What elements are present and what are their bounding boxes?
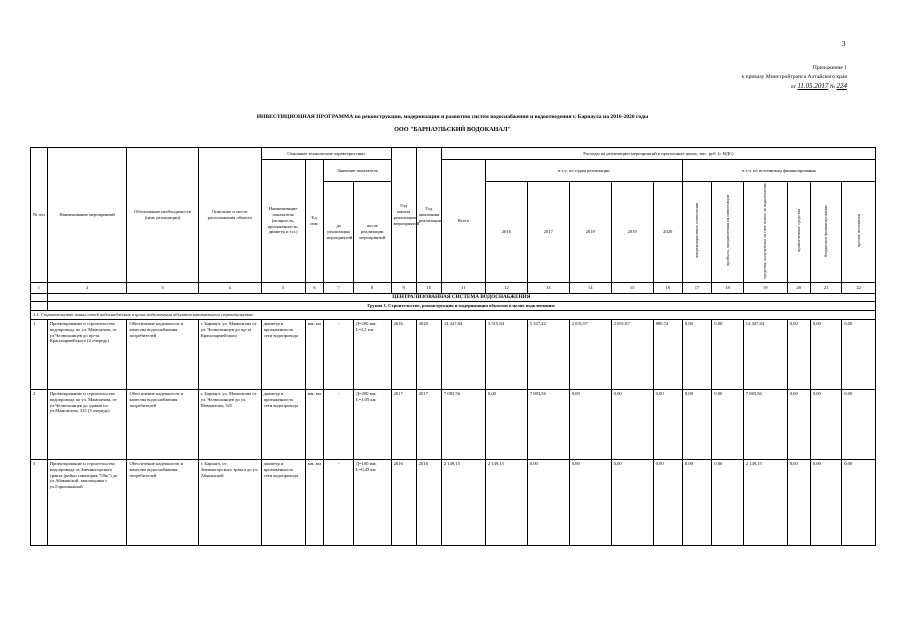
cell-2016: 0,00 — [485, 389, 527, 459]
col-number: 11 — [441, 282, 485, 293]
cell-num: 1 — [31, 319, 48, 389]
cell-reason: Обеспечение надежности и качества водоснабжения потребителей — [127, 459, 198, 545]
col-number: 15 — [611, 282, 653, 293]
document-title: ИНВЕСТИЦИОННАЯ ПРОГРАММА по реконструкции, модернизации и развитию систем водоснабжения и водоотведения г. Барнаула на 2016-2020 годы — [256, 114, 649, 120]
appendix-block — [741, 64, 847, 92]
subgroup-row — [31, 311, 876, 320]
col-number: 10 — [416, 282, 441, 293]
cell-place: г. Барнаул, ул. Мамонтова от ул. Челюскинцев до пр-та Красноармейского — [198, 319, 261, 389]
cell-source-3: 14 447,84 — [743, 319, 787, 389]
col-number: 21 — [810, 282, 841, 293]
cell-2017: 5 327,42 — [527, 319, 569, 389]
cell-source-2: 0,00 — [712, 319, 743, 389]
cell-after: Д=100 мм, L=0,43 км — [353, 459, 391, 545]
header-indicator-name: Наименование показателя (мощность, протяженность, диаметр и т.п.) — [261, 160, 305, 283]
cell-indicator: диаметр и протяженность сети водопровода — [261, 389, 305, 459]
col-number: 17 — [682, 282, 711, 293]
header-year-2016: 2016 — [485, 182, 527, 283]
cell-before: - — [324, 319, 353, 389]
header-expenses: Расходы на реализацию мероприятий в прогнозных ценах, тыс. руб. (с НДС) — [441, 148, 875, 160]
table-body — [31, 282, 876, 545]
cell-2018: 0,00 — [569, 389, 611, 459]
cell-2018: 2 031,97 — [569, 319, 611, 389]
col-number: 13 — [527, 282, 569, 293]
cell-2019: 0,00 — [611, 389, 653, 459]
cell-2020: 880,74 — [653, 319, 682, 389]
header-source-attracted: привлеченные средства — [787, 182, 810, 283]
cell-2018: 0,00 — [569, 459, 611, 545]
header-by-years: в т.ч. по годам реализации — [485, 160, 682, 182]
header-name: Наименование мероприятий — [47, 148, 127, 283]
cell-num: 3 — [31, 459, 48, 545]
header-year-2020: 2020 — [653, 182, 682, 283]
cell-name: Проектирование и строительство водопровода от Змеиногорского тракта (район санатория "Обь") до ул.Абаканской, закольцовка с ул.Горнолыжной — [47, 459, 127, 545]
cell-after: Д=200 мм, L=2,1 км — [353, 319, 391, 389]
cell-total: 14 447,84 — [441, 319, 485, 389]
col-number: 14 — [569, 282, 611, 293]
header-source-budget: бюджетное финансирование — [810, 182, 841, 283]
cell-total: 7 083,56 — [441, 389, 485, 459]
cell-source-6: 0,00 — [842, 389, 876, 459]
cell-unit: мм, км — [305, 319, 324, 389]
cell-2020: 0,00 — [653, 459, 682, 545]
cell-unit: мм, км — [305, 389, 324, 459]
cell-num: 2 — [31, 389, 48, 459]
subgroup-title: 1.1. Строительство новых сетей водоснабжения в целях подключения объектов капитального строительства: — [31, 311, 876, 320]
section-row — [31, 293, 876, 302]
cell-year-end: 2017 — [416, 389, 441, 459]
col-number: 6 — [305, 282, 324, 293]
cell-2017: 7 083,56 — [527, 389, 569, 459]
cell-year-start: 2016 — [391, 459, 416, 545]
cell-unit: мм, км — [305, 459, 324, 545]
cell-source-5: 0,00 — [810, 389, 841, 459]
cell-before: - — [324, 459, 353, 545]
cell-name: Проектирование и строительство водопровода по ул. Мамонтова, от ул.Челюскинцев до пр-та Красноармейского (2 очередь) — [47, 319, 127, 389]
header-year-2017: 2017 — [527, 182, 569, 283]
header-main-chars: Основные технические характеристики — [261, 148, 391, 160]
cell-indicator: диаметр и протяженность сети водопровода — [261, 319, 305, 389]
header-after: после реализации мероприятий — [353, 182, 391, 283]
appendix-label: Приложение 1 — [812, 65, 847, 71]
table-row — [31, 389, 876, 459]
cell-year-start: 2017 — [391, 389, 416, 459]
col-number: 4 — [198, 282, 261, 293]
header-by-sources: в т.ч. по источникам финансирования — [682, 160, 875, 182]
header-source-connection-fee: средства, полученные за счет платы за подключение — [743, 182, 787, 283]
cell-source-5: 0,00 — [810, 319, 841, 389]
col-number: 8 — [353, 282, 391, 293]
col-number: 9 — [391, 282, 416, 293]
cell-source-2: 0,00 — [712, 389, 743, 459]
col-number: 1 — [31, 282, 48, 293]
cell-reason: Обеспечение надежности и качества водоснабжения потребителей — [127, 389, 198, 459]
cell-year-end: 2020 — [416, 319, 441, 389]
table-row — [31, 319, 876, 389]
investment-table — [30, 147, 876, 546]
appendix-date-line — [741, 82, 847, 92]
col-number: 2 — [47, 282, 127, 293]
col-number: 20 — [787, 282, 810, 293]
col-number: 5 — [261, 282, 305, 293]
col-number: 19 — [743, 282, 787, 293]
cell-reason: Обеспечение надежности и качества водоснабжения потребителей — [127, 319, 198, 389]
column-numbers-row — [31, 282, 876, 293]
header-location: Описание и место расположения объекта — [198, 148, 261, 283]
cell-2019: 2 691,87 — [611, 319, 653, 389]
cell-source-2: 0,00 — [712, 459, 743, 545]
appendix-from: от — [790, 84, 796, 90]
cell-source-6: 0,00 — [842, 319, 876, 389]
col-number: 7 — [324, 282, 353, 293]
cell-year-start: 2016 — [391, 319, 416, 389]
appendix-number: 224 — [836, 82, 847, 90]
header-total: Всего — [441, 160, 485, 283]
page-number: 3 — [842, 40, 846, 48]
col-number: 18 — [712, 282, 743, 293]
header-source-depreciation: амортизационные отчисления — [682, 182, 711, 283]
cell-place: г. Барнаул, от Змеиногорского тракта до ул. Абаканской — [198, 459, 261, 545]
cell-2017: 0,00 — [527, 459, 569, 545]
cell-2016: 3 515,84 — [485, 319, 527, 389]
cell-place: г. Барнаул, ул. Мамонтова от ул. Челюскинцев до ул. Мамонтова, 325 — [198, 389, 261, 459]
organization-name: ООО "БАРНАУЛЬСКИЙ ВОДОКАНАЛ" — [394, 126, 511, 133]
cell-2016: 2 149,15 — [485, 459, 527, 545]
cell-source-3: 2 149,15 — [743, 459, 787, 545]
cell-source-5: 0,00 — [810, 459, 841, 545]
cell-source-3: 7 083,56 — [743, 389, 787, 459]
header-num: № п/п — [31, 148, 48, 283]
section-title: ЦЕНТРАЛИЗОВАННАЯ СИСТЕМА ВОДОСНАБЖЕНИЯ — [47, 293, 875, 302]
header-indicator-value: Значение показателя — [324, 160, 391, 182]
cell-after: Д=200 мм, L=1,05 км — [353, 389, 391, 459]
cell-total: 2 149,15 — [441, 459, 485, 545]
cell-2020: 0,00 — [653, 389, 682, 459]
col-number: 12 — [485, 282, 527, 293]
appendix-num-prefix: № — [829, 84, 836, 90]
header-justification: Обоснование необходимости (цель реализации) — [127, 148, 198, 283]
group-row — [31, 302, 876, 311]
header-year-2018: 2018 — [569, 182, 611, 283]
cell-source-4: 0,00 — [787, 319, 810, 389]
header-source-profit: прибыль, направленная на инвестиции — [712, 182, 743, 283]
col-number: 22 — [842, 282, 876, 293]
appendix-order: к приказу Минстройтранса Алтайского края — [741, 74, 847, 80]
cell-source-6: 0,00 — [842, 459, 876, 545]
col-number: 3 — [127, 282, 198, 293]
cell-source-1: 0,00 — [682, 459, 711, 545]
header-before: до реализации мероприятий — [324, 182, 353, 283]
appendix-date: 11.05.2017 — [797, 82, 829, 90]
cell-source-4: 0,00 — [787, 459, 810, 545]
header-year-start: Год начала реализации мероприятий — [391, 148, 416, 283]
cell-source-4: 0,00 — [787, 389, 810, 459]
group-title: Группа 1. Строительство, реконструкция и модернизация объектов в целях подключения: — [47, 302, 875, 311]
cell-year-end: 2016 — [416, 459, 441, 545]
cell-indicator: диаметр и протяженность сети водопровода — [261, 459, 305, 545]
table-row — [31, 459, 876, 545]
header-year-end: Год окончания реализации — [416, 148, 441, 283]
header-year-2019: 2019 — [611, 182, 653, 283]
cell-source-1: 0,00 — [682, 389, 711, 459]
table-header — [31, 148, 876, 283]
cell-name: Проектирование и строительство водопровода по ул. Мамонтова, от ул.Челюскинцев до здания по ул.Мамонтова, 325 (3 очередь) — [47, 389, 127, 459]
cell-before: - — [324, 389, 353, 459]
cell-2019: 0,00 — [611, 459, 653, 545]
header-unit: Ед. изм. — [305, 160, 324, 283]
cell-source-1: 0,00 — [682, 319, 711, 389]
col-number: 16 — [653, 282, 682, 293]
header-source-other: прочие источники — [842, 182, 876, 283]
